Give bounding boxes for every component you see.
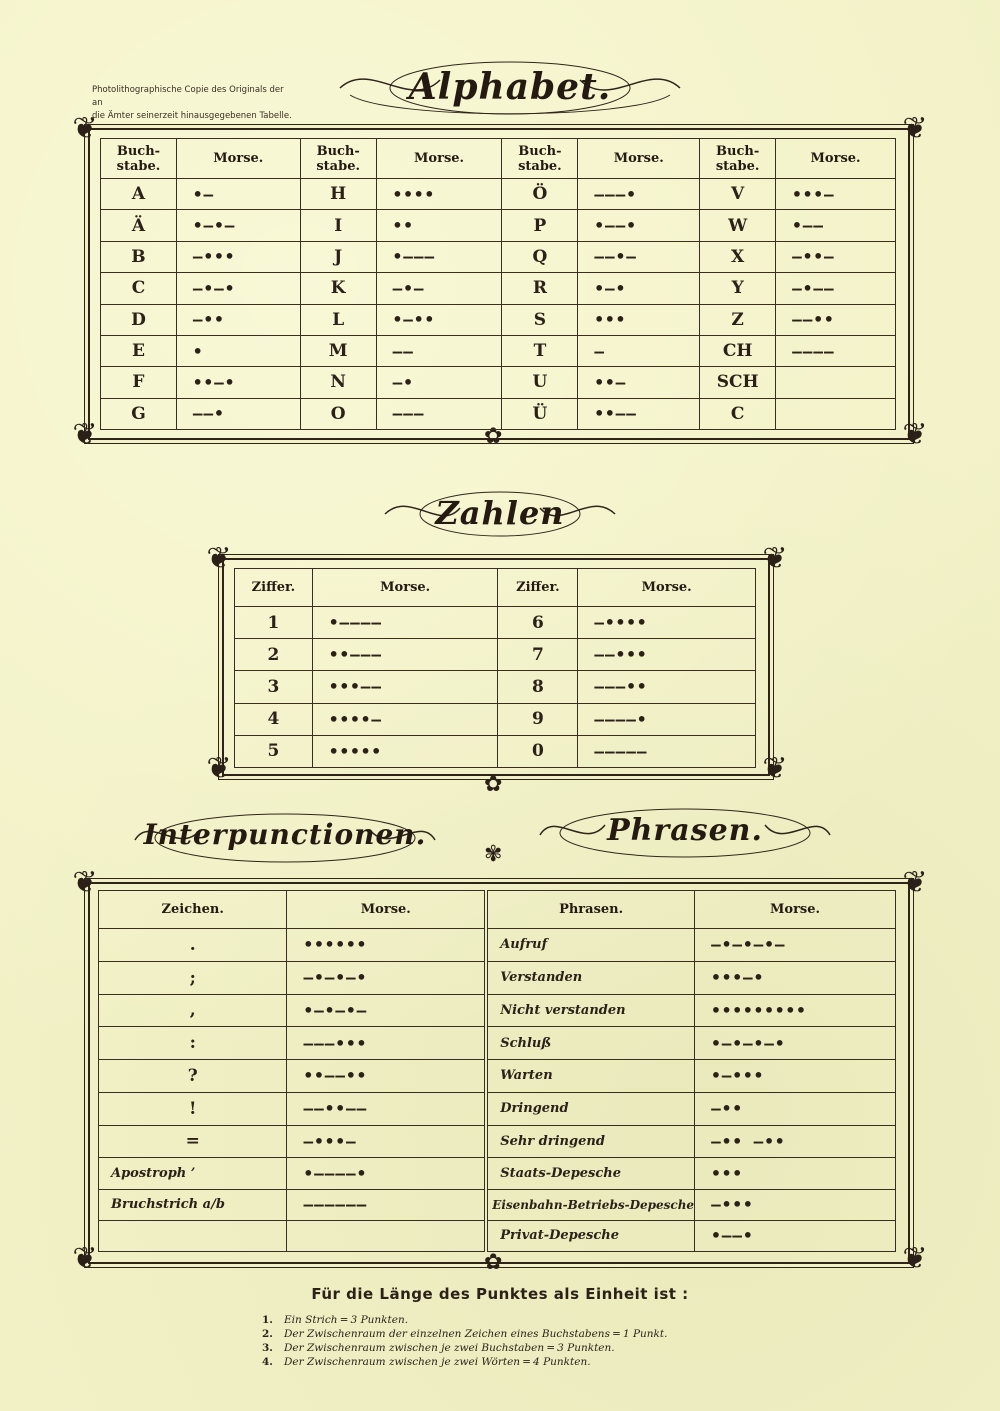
zahlen-heading-block <box>380 482 620 542</box>
center-flourish-icon: ✾ <box>484 842 503 867</box>
letter-cell: Ä <box>101 210 177 241</box>
morse-cell: •••••• <box>287 929 486 962</box>
morse-cell: •—•—•—• <box>695 1027 896 1060</box>
letter-cell: P <box>502 210 578 241</box>
phrase-cell: Staats-Depesche <box>486 1158 694 1189</box>
letter-cell: T <box>502 335 578 366</box>
letter-cell: J <box>300 241 376 272</box>
morse-cell: ——•• <box>776 304 896 335</box>
sign-cell: : <box>99 1027 287 1060</box>
morse-cell: — <box>578 335 700 366</box>
letter-cell: Y <box>700 273 776 304</box>
header-letter: Buch-stabe. <box>502 139 578 179</box>
photolithographic-note <box>92 84 292 123</box>
footer-title: Für die Länge des Punktes als Einheit ist : <box>311 1285 689 1303</box>
header-morse: Morse. <box>695 891 896 929</box>
rule-text: Ein Strich ═ 3 Punkten. <box>284 1314 409 1326</box>
table-row <box>99 1060 896 1093</box>
morse-cell: •••—— <box>312 671 498 703</box>
header-morse: Morse. <box>376 139 502 179</box>
table-row <box>101 335 896 366</box>
phrase-cell: Verstanden <box>486 961 694 994</box>
rule-number: 4. <box>262 1356 273 1368</box>
morse-cell: —•—• <box>176 273 300 304</box>
bottom-header-row <box>99 891 896 929</box>
phrase-cell: Dringend <box>486 1092 694 1125</box>
morse-cell <box>287 1220 486 1251</box>
letter-cell: Ö <box>502 179 578 210</box>
morse-cell: ——— <box>376 398 502 429</box>
morse-cell: —•• —•• <box>695 1125 896 1158</box>
sign-cell <box>99 1220 287 1251</box>
table-row <box>99 994 896 1027</box>
phrase-cell: Aufruf <box>486 929 694 962</box>
morse-cell: —•••• <box>578 607 756 639</box>
corner-ornament-icon: ❦ <box>762 751 788 786</box>
header-phrase: Phrasen. <box>486 891 694 929</box>
morse-cell: ——••• <box>578 639 756 671</box>
letter-cell: S <box>502 304 578 335</box>
morse-cell: ———• <box>578 179 700 210</box>
digit-cell: 8 <box>498 671 578 703</box>
letter-cell: R <box>502 273 578 304</box>
center-flourish-icon: ✿ <box>484 1250 503 1275</box>
letter-cell: H <box>300 179 376 210</box>
morse-cell: •—• <box>578 273 700 304</box>
corner-ornament-icon: ❦ <box>72 1241 98 1276</box>
morse-cell: ——•— <box>578 241 700 272</box>
table-row <box>101 210 896 241</box>
morse-cell: •••• <box>376 179 502 210</box>
table-row <box>99 1189 896 1220</box>
phrase-cell: Schluß <box>486 1027 694 1060</box>
header-morse: Morse. <box>176 139 300 179</box>
header-digit: Ziffer. <box>235 569 313 607</box>
corner-ornament-icon: ❦ <box>72 417 98 452</box>
sign-cell: Apostroph ’ <box>99 1158 287 1189</box>
morse-cell: ••••••••• <box>695 994 896 1027</box>
morse-cell: •—•—•— <box>287 994 486 1027</box>
table-row <box>99 1158 896 1189</box>
morse-cell: —•—•—• <box>287 961 486 994</box>
digit-cell: 2 <box>235 639 313 671</box>
morse-cell: —•—•—•— <box>695 929 896 962</box>
header-morse: Morse. <box>578 569 756 607</box>
morse-cell: —•— <box>376 273 502 304</box>
letter-cell: A <box>101 179 177 210</box>
alphabet-title: Alphabet. <box>408 66 612 108</box>
phrase-cell: Privat-Depesche <box>486 1220 694 1251</box>
footer-rules <box>262 1313 667 1369</box>
phrase-cell: Eisenbahn-Betriebs-Depesche <box>486 1189 694 1220</box>
corner-ornament-icon: ❦ <box>902 865 928 900</box>
morse-cell: ——••—— <box>287 1092 486 1125</box>
header-morse: Morse. <box>578 139 700 179</box>
letter-cell: D <box>101 304 177 335</box>
note-line-2: die Ämter seinerzeit hinausgegebenen Tabelle. <box>92 111 292 121</box>
header-morse: Morse. <box>312 569 498 607</box>
table-row <box>235 671 756 703</box>
corner-ornament-icon: ❦ <box>902 111 928 146</box>
interpunction-title: Interpunctionen. <box>143 818 427 851</box>
morse-cell: ••—— <box>578 398 700 429</box>
morse-cell: •————• <box>287 1158 486 1189</box>
digit-cell: 5 <box>235 735 313 767</box>
letter-cell: V <box>700 179 776 210</box>
table-row <box>99 1027 896 1060</box>
letter-cell: N <box>300 367 376 398</box>
rule-item <box>262 1355 667 1369</box>
rule-item <box>262 1313 667 1327</box>
digit-cell: 0 <box>498 735 578 767</box>
center-flourish-icon: ✿ <box>484 424 503 449</box>
phrase-cell: Nicht verstanden <box>486 994 694 1027</box>
letter-cell: C <box>101 273 177 304</box>
zahlen-title: Zahlen <box>435 494 565 532</box>
letter-cell: Q <box>502 241 578 272</box>
rule-text: Der Zwischenraum der einzelnen Zeichen eines Buchstabens ═ 1 Punkt. <box>284 1328 668 1340</box>
morse-cell: —— <box>376 335 502 366</box>
morse-cell: •——— <box>376 241 502 272</box>
morse-cell <box>776 398 896 429</box>
interpunction-heading-block <box>130 800 440 870</box>
morse-cell <box>776 367 896 398</box>
letter-cell: CH <box>700 335 776 366</box>
note-line-1: Photolithographische Copie des Originals der an <box>92 85 284 108</box>
table-row <box>235 639 756 671</box>
sign-cell: ; <box>99 961 287 994</box>
rule-number: 3. <box>262 1342 273 1354</box>
morse-cell: •——• <box>695 1220 896 1251</box>
table-row <box>99 961 896 994</box>
interpunction-phrasen-table <box>98 890 896 1252</box>
table-row <box>101 241 896 272</box>
morse-cell: ————— <box>578 735 756 767</box>
digit-cell: 7 <box>498 639 578 671</box>
rule-text: Der Zwischenraum zwischen je zwei Wörten ═ 4 Punkten. <box>284 1356 591 1368</box>
phrasen-title: Phrasen. <box>607 813 763 848</box>
sign-cell: Bruchstrich a/b <box>99 1189 287 1220</box>
morse-cell: • <box>176 335 300 366</box>
morse-cell: ••——— <box>312 639 498 671</box>
header-sign: Zeichen. <box>99 891 287 929</box>
morse-cell: •———— <box>312 607 498 639</box>
table-row <box>101 367 896 398</box>
morse-cell: ••——•• <box>287 1060 486 1093</box>
letter-cell: K <box>300 273 376 304</box>
corner-ornament-icon: ❦ <box>902 1241 928 1276</box>
digit-cell: 3 <box>235 671 313 703</box>
morse-cell: •—•— <box>176 210 300 241</box>
morse-cell: ••• <box>578 304 700 335</box>
morse-cell: —•••— <box>287 1125 486 1158</box>
letter-cell: F <box>101 367 177 398</box>
sign-cell: . <box>99 929 287 962</box>
table-row <box>235 703 756 735</box>
header-morse: Morse. <box>776 139 896 179</box>
corner-ornament-icon: ❦ <box>902 417 928 452</box>
header-digit: Ziffer. <box>498 569 578 607</box>
rule-number: 2. <box>262 1328 273 1340</box>
morse-cell: —•• <box>695 1092 896 1125</box>
rule-text: Der Zwischenraum zwischen je zwei Buchstaben ═ 3 Punkten. <box>284 1342 615 1354</box>
digit-cell: 4 <box>235 703 313 735</box>
center-flourish-icon: ✿ <box>484 772 503 797</box>
corner-ornament-icon: ❦ <box>206 541 232 576</box>
table-row <box>235 735 756 767</box>
table-row <box>235 607 756 639</box>
morse-cell: ••— <box>578 367 700 398</box>
rule-item <box>262 1341 667 1355</box>
letter-cell: O <box>300 398 376 429</box>
table-row <box>101 398 896 429</box>
table-row <box>101 273 896 304</box>
table-row <box>101 304 896 335</box>
letter-cell: M <box>300 335 376 366</box>
morse-cell: —————— <box>287 1189 486 1220</box>
corner-ornament-icon: ❦ <box>762 541 788 576</box>
morse-cell: •••— <box>776 179 896 210</box>
rule-item <box>262 1327 667 1341</box>
morse-cell: —••• <box>176 241 300 272</box>
phrasen-heading-block <box>535 795 835 865</box>
alphabet-table <box>100 138 896 430</box>
table-row <box>99 929 896 962</box>
morse-cell: ——• <box>176 398 300 429</box>
letter-cell: Z <box>700 304 776 335</box>
morse-cell: •— <box>176 179 300 210</box>
corner-ornament-icon: ❦ <box>206 751 232 786</box>
header-letter: Buch-stabe. <box>300 139 376 179</box>
header-letter: Buch-stabe. <box>101 139 177 179</box>
morse-cell: ———••• <box>287 1027 486 1060</box>
header-morse: Morse. <box>287 891 486 929</box>
corner-ornament-icon: ❦ <box>72 111 98 146</box>
morse-cell: —•—— <box>776 273 896 304</box>
morse-cell: •• <box>376 210 502 241</box>
header-letter: Buch-stabe. <box>700 139 776 179</box>
zahlen-header-row <box>235 569 756 607</box>
table-row <box>99 1092 896 1125</box>
morse-cell: •—— <box>776 210 896 241</box>
morse-cell: •—•• <box>376 304 502 335</box>
letter-cell: B <box>101 241 177 272</box>
sign-cell: ! <box>99 1092 287 1125</box>
letter-cell: G <box>101 398 177 429</box>
table-row <box>101 179 896 210</box>
morse-cell: ••••• <box>312 735 498 767</box>
sign-cell: , <box>99 994 287 1027</box>
morse-cell: ••••— <box>312 703 498 735</box>
morse-cell: •——• <box>578 210 700 241</box>
morse-cell: ———•• <box>578 671 756 703</box>
morse-cell: ———— <box>776 335 896 366</box>
zahlen-table <box>234 568 756 768</box>
table-row <box>99 1125 896 1158</box>
corner-ornament-icon: ❦ <box>72 865 98 900</box>
letter-cell: W <box>700 210 776 241</box>
morse-cell: •—••• <box>695 1060 896 1093</box>
digit-cell: 9 <box>498 703 578 735</box>
morse-cell: —• <box>376 367 502 398</box>
morse-cell: —•• <box>176 304 300 335</box>
morse-cell: ••• <box>695 1158 896 1189</box>
letter-cell: SCH <box>700 367 776 398</box>
morse-cell: ————• <box>578 703 756 735</box>
letter-cell: U <box>502 367 578 398</box>
digit-cell: 1 <box>235 607 313 639</box>
letter-cell: Ü <box>502 398 578 429</box>
morse-cell: —••• <box>695 1189 896 1220</box>
sign-cell: ? <box>99 1060 287 1093</box>
letter-cell: X <box>700 241 776 272</box>
rule-number: 1. <box>262 1314 273 1326</box>
phrase-cell: Warten <box>486 1060 694 1093</box>
morse-cell: ••—• <box>176 367 300 398</box>
digit-cell: 6 <box>498 607 578 639</box>
sign-cell: = <box>99 1125 287 1158</box>
table-row <box>99 1220 896 1251</box>
letter-cell: L <box>300 304 376 335</box>
phrase-cell: Sehr dringend <box>486 1125 694 1158</box>
letter-cell: I <box>300 210 376 241</box>
morse-cell: •••—• <box>695 961 896 994</box>
morse-cell: —••— <box>776 241 896 272</box>
letter-cell: C <box>700 398 776 429</box>
alphabet-heading-block <box>330 50 690 120</box>
alphabet-header-row <box>101 139 896 179</box>
letter-cell: E <box>101 335 177 366</box>
